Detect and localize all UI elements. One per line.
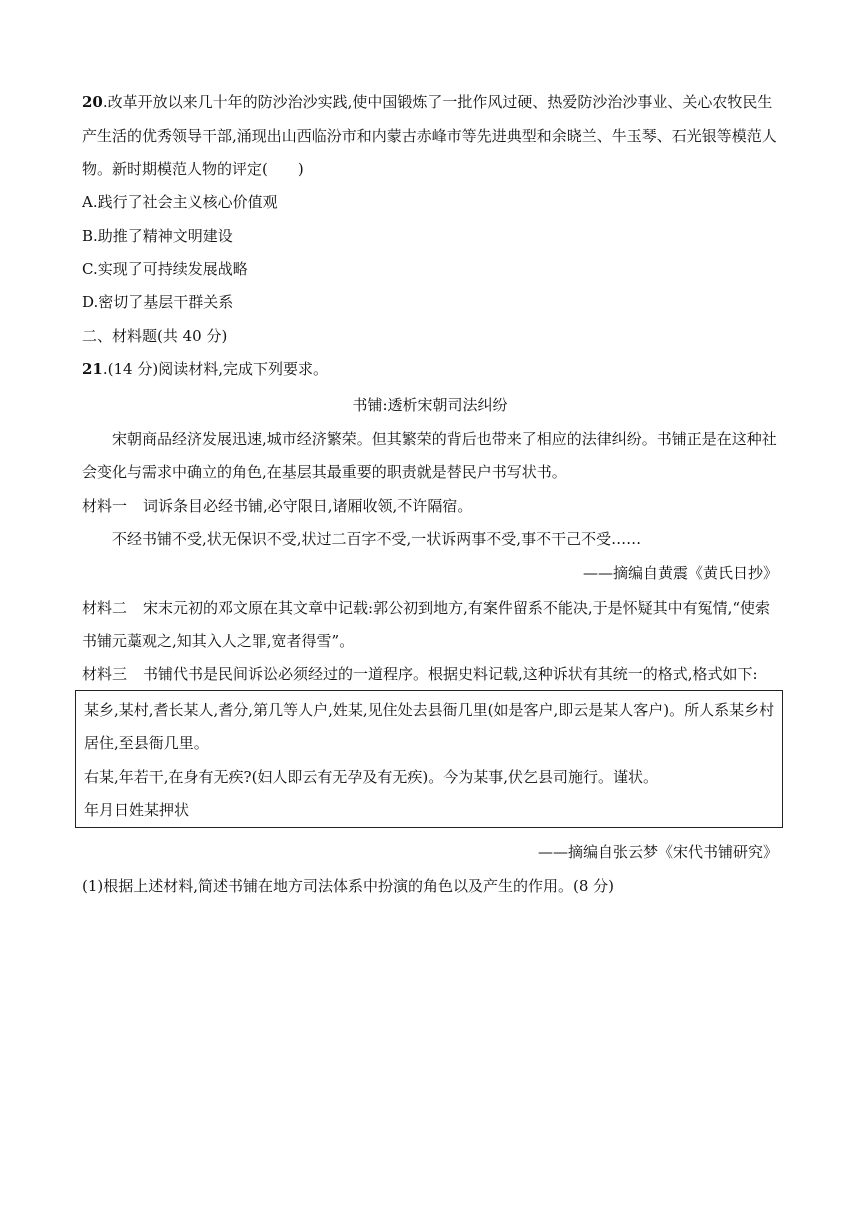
q20-option-c: C.实现了可持续发展战略	[82, 260, 248, 278]
material-3-label: 材料三	[82, 665, 128, 683]
material-2-line-2: 书铺元藁观之,知其入人之罪,宽者得雪”。	[82, 632, 355, 650]
box-line-2: 居住,至县衙几里。	[84, 734, 209, 752]
material-1-text-2: 不经书铺不受,状无保识不受,状过二百字不受,一状诉两事不受,事不干己不受……	[112, 530, 642, 548]
q20-number: 20	[82, 93, 103, 111]
material-title: 书铺:透析宋朝司法纠纷	[352, 396, 508, 414]
q20-stem-line-2: 产生活的优秀领导干部,涌现出山西临汾市和内蒙古赤峰市等先进典型和余晓兰、牛玉琴、石光银等模范人	[82, 127, 777, 145]
intro-paragraph-line-1: 宋朝商品经济发展迅速,城市经济繁荣。但其繁荣的背后也带来了相应的法律纠纷。书铺正是在这种社	[112, 430, 777, 448]
material-1	[82, 496, 472, 516]
sub-question-1: (1)根据上述材料,简述书铺在地方司法体系中扮演的角色以及产生的作用。(8 分)	[82, 877, 615, 895]
q20-stem-text: .改革开放以来几十年的防沙治沙实践,使中国锻炼了一批作风过硬、热爱防沙治沙事业、关心农牧民生	[102, 93, 773, 111]
material-1-text: 词诉条目必经书铺,必守限日,诸厢收领,不许隔宿。	[143, 497, 473, 515]
material-2-label: 材料二	[82, 599, 128, 617]
intro-paragraph-line-2: 会变化与需求中确立的角色,在基层其最重要的职责就是替民户书写状书。	[82, 463, 567, 481]
q21-intro	[82, 359, 328, 379]
box-line-3: 右某,年若干,在身有无疾?(妇人即云有无孕及有无疾)。今为某事,伏乞县司施行。谨状。	[84, 768, 659, 786]
material-1-label: 材料一	[82, 497, 128, 515]
q20-stem-line-1	[82, 92, 772, 112]
material-1-source: ——摘编自黄震《黄氏日抄》	[582, 564, 778, 582]
material-3-source: ——摘编自张云梦《宋代书铺研究》	[537, 843, 778, 861]
q20-option-b: B.助推了精神文明建设	[82, 227, 233, 245]
petition-format-box	[75, 690, 783, 828]
q20-stem-line-3: 物。新时期模范人物的评定( )	[82, 160, 304, 178]
box-line-4: 年月日姓某押状	[84, 801, 190, 819]
material-2-text: 宋末元初的邓文原在其文章中记载:郭公初到地方,有案件留系不能决,于是怀疑其中有冤情,“使索	[143, 599, 771, 617]
q20-option-d: D.密切了基层干群关系	[82, 293, 234, 311]
q21-number: 21	[82, 360, 103, 378]
box-line-1: 某乡,某村,耆长某人,耆分,第几等人户,姓某,见住处去县衙几里(如是客户,即云是某人客户)。所人系某乡村	[84, 701, 775, 719]
section-heading: 二、材料题(共 40 分)	[82, 327, 228, 345]
material-3-text: 书铺代书是民间诉讼必须经过的一道程序。根据史料记载,这种诉状有其统一的格式,格式如下:	[143, 665, 758, 683]
material-3	[82, 664, 758, 684]
q20-option-a: A.践行了社会主义核心价值观	[82, 193, 278, 211]
material-2	[82, 598, 770, 618]
q21-intro-text: .(14 分)阅读材料,完成下列要求。	[102, 360, 328, 378]
